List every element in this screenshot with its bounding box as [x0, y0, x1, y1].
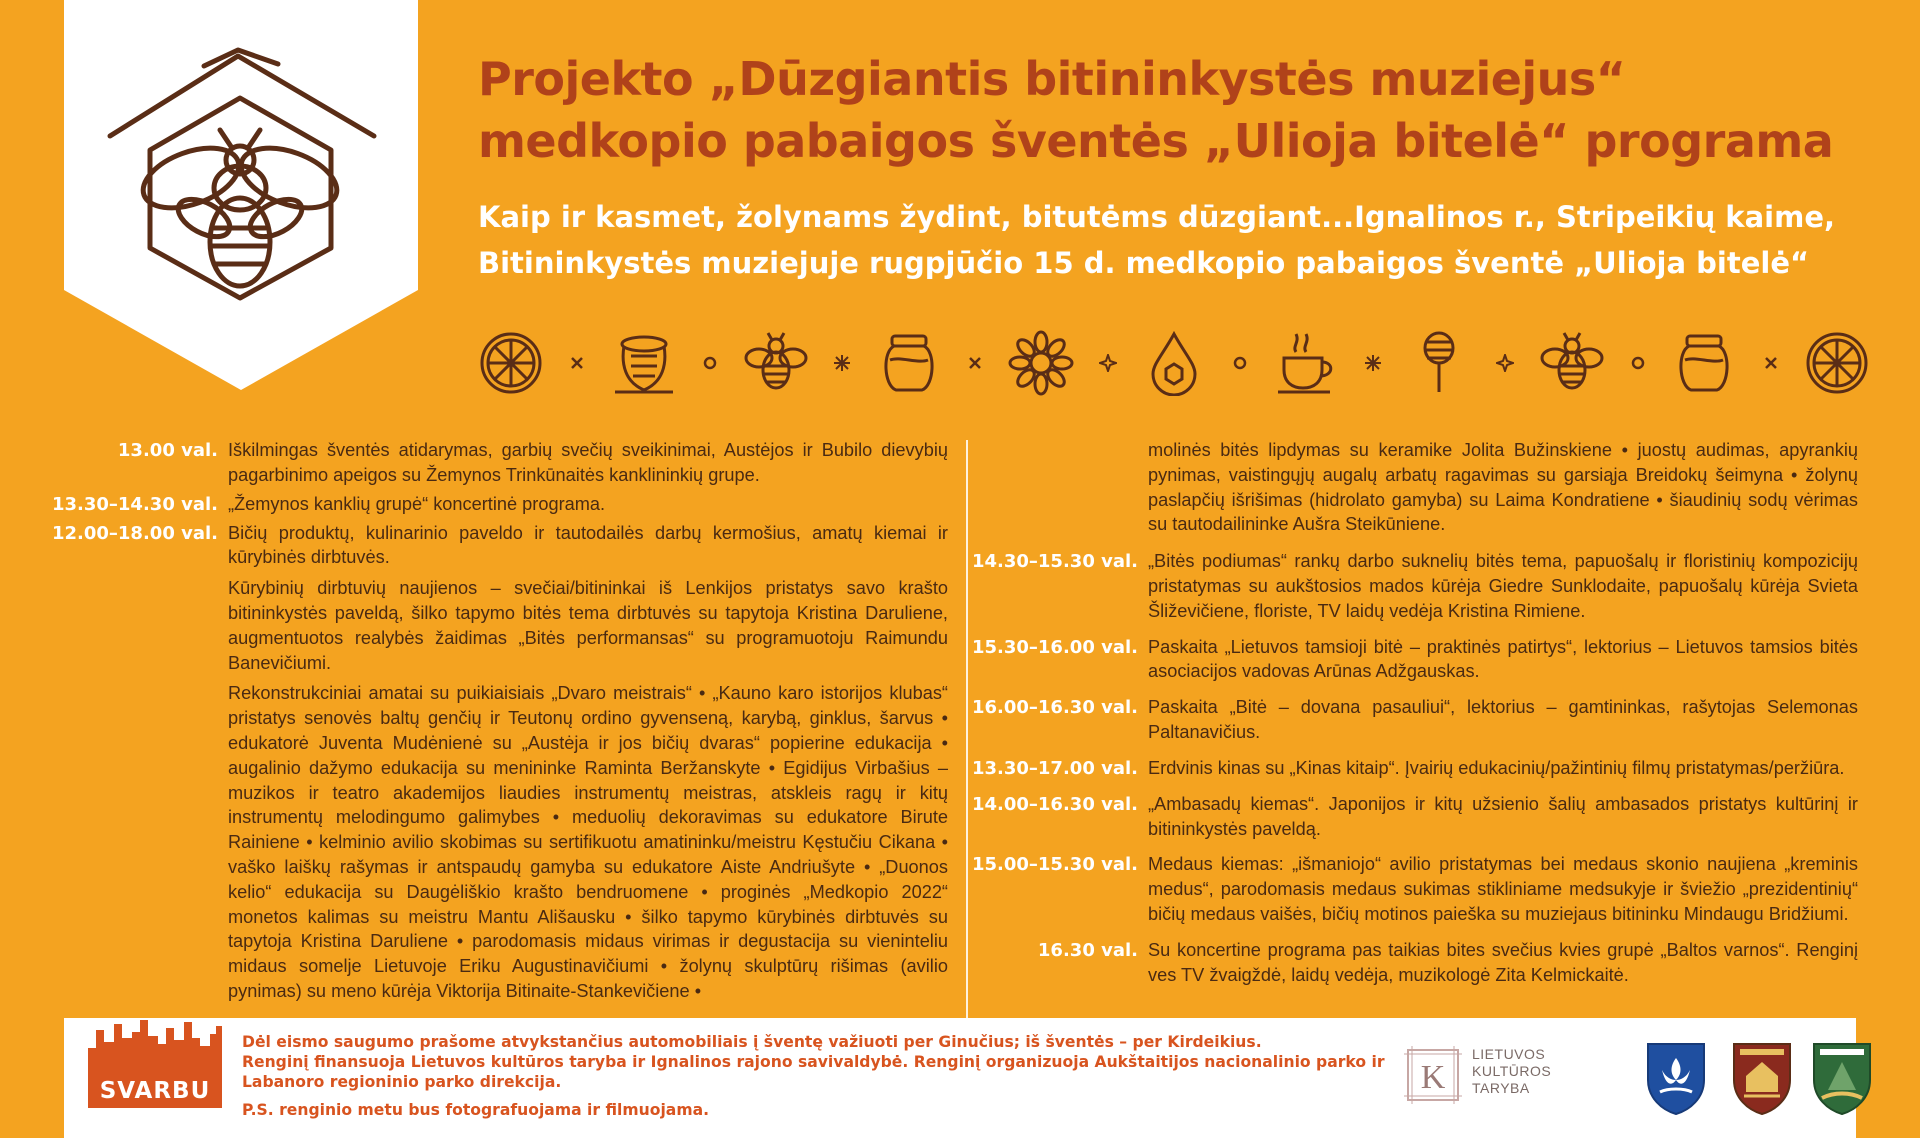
header-titles: [478, 48, 1878, 286]
schedule-paragraph: Erdvinis kinas su „Kinas kitaip“. Įvairių edukacinių/pažintinių filmų pristatymas/peržiūra.: [1148, 757, 1845, 778]
circle-separator-icon: [1629, 354, 1647, 372]
bee-icon: [743, 330, 809, 396]
schedule-entry: [40, 521, 948, 1004]
funding-note: Renginį finansuoja Lietuvos kultūros taryba ir Ignalinos rajono savivaldybė. Renginį organizuoja Aukštaitijos nacionalinio parko ir Labanoro regioninio parko direkcija.: [242, 1053, 1385, 1091]
schedule-paragraph: Bičių produktų, kulinarinio paveldo ir tautodailės darbų kermošius, amatų kiemai ir kūrybinės dirbtuvės.: [228, 522, 948, 568]
subtitle-line-2: Bitininkystės muziejuje rugpjūčio 15 d. medkopio pabaigos šventė „Ulioja bitelė“: [478, 246, 1810, 280]
schedule-description: [1148, 438, 1858, 537]
lkt-line-2: KULTŪROS: [1472, 1063, 1552, 1079]
title-line-2: medkopio pabaigos šventės „Ulioja bitelė“ programa: [478, 114, 1834, 168]
schedule-description: [228, 492, 948, 517]
sponsor-logos: [1404, 1040, 1844, 1116]
orange-slice-icon: [478, 330, 544, 396]
schedule-entry: [970, 792, 1858, 842]
honey-drop-icon: [1141, 330, 1207, 396]
cross-separator-icon: [1762, 354, 1780, 372]
tea-cup-icon: [1274, 330, 1340, 396]
ps-note: P.S. renginio metu bus fotografuojama ir filmuojama.: [242, 1101, 710, 1119]
schedule-description: [1148, 852, 1858, 926]
schedule-time: 13.00 val.: [117, 440, 218, 461]
svarbu-label: SVARBU: [99, 1078, 211, 1104]
schedule-description: [228, 438, 948, 488]
title-line-1: Projekto „Dūzgiantis bitininkystės muziejus“: [478, 52, 1626, 106]
cross-separator-icon: [966, 354, 984, 372]
schedule-paragraph: molinės bitės lipdymas su keramike Jolita Bužinskiene • juostų audimas, apyrankių pynimas, vaistingųjų augalų arbatų ragavimas su garsiąja Breidokų šeimyna • žolynų paslapčių išrišimas (hidrolato gamyba) su Laima Kondratiene • šiaudinių sodų vėrimas su tautodailininke Aušra Steikūniene.: [1148, 440, 1858, 535]
schedule-left-column: [40, 438, 948, 1008]
schedule-time: 15.00–15.30 val.: [971, 854, 1138, 876]
lkt-line-3: TARYBA: [1472, 1080, 1530, 1096]
schedule-paragraph: Iškilmingas šventės atidarymas, garbių svečių sveikinimai, Austėjos ir Bubilo dievybių pagarbinimo apeigos su Žemynos Trinkūnaitės kanklininkių grupe.: [228, 440, 948, 485]
schedule-description: [1148, 756, 1858, 781]
schedule-right-column: [970, 438, 1858, 998]
traffic-note: Dėl eismo saugumo prašome atvykstančius automobiliais į šventę važiuoti per Ginučius; iš šventės – per Kirdeikius.: [242, 1033, 1262, 1051]
subtitle-line-1: Kaip ir kasmet, žolynams žydint, bitutėms dūzgiant...Ignalinos r., Stripeikių kaime,: [478, 200, 1836, 234]
schedule-time: [970, 438, 1148, 537]
schedule-entry: [970, 549, 1858, 623]
schedule-paragraph: Paskaita „Lietuvos tamsioji bitė – praktinės patirtys“, lektorius – Lietuvos tamsios bitės asociacijos vadovas Arūnas Adžgauskas.: [1148, 636, 1858, 682]
schedule-paragraph: Rekonstrukciniai amatai su puikiaisiais „Dvaro meistrais“ • „Kauno karo istorijos klubas“ pristatys senovės baltų genčių ir Teutonų ordino gyvenseną, karybą, ginklus, šarvus • edukatorė Juventa Mudėnienė su „Austėja ir jos bičių dvaras“ popierine edukacija • augalinio dažymo edukacija su menininke Raminta Beržanskyte • Egidijus Virbašius – muzikos ir teatro akademijos liaudies instrumentų meistras, atskleis ragų ir kitų instrumentų melodingumo galimybes • meduolių dekoravimas su edukatore Birute Rainiene • kelminio avilio skobimas su sertifikuotu amatininku/meistru Kęstučiu Cikana • vaško laiškų rašymas ir antspaudų gamyba su edukatore Aiste Andriušyte • „Duonos kelio“ edukacija su Daugėliškio krašto bendruomene • proginės „Medkopio 2022“ monetos kalimas su meistru Mantu Ališausku • šilko tapymo kūrybinės dirbtuvės su tapytoja Kristina Daruliene • parodomasis midaus virimas ir degustacija su vieninteliu midaus somelje Lietuvoje Eriku Augustinavičiumi • žolynų skulptūrų rišimas (avilio pynimas) su meno kūrėja Viktorija Bitinaite-Stankevičiene •: [228, 683, 948, 1001]
schedule-time: 12.00–18.00 val.: [51, 522, 218, 544]
beekeeper-hat-icon: [611, 330, 677, 396]
lkt-line-1: LIETUVOS: [1472, 1046, 1546, 1062]
schedule-paragraph: „Žemynos kanklių grupė“ koncertinė programa.: [228, 493, 606, 514]
circle-separator-icon: [701, 354, 719, 372]
svarbu-badge: [88, 1018, 222, 1108]
schedule-description: [1148, 549, 1858, 623]
schedule-entry: [970, 695, 1858, 745]
schedule-entry: [970, 635, 1858, 685]
bee-house-logo-icon: [64, 0, 418, 390]
schedule-entry: [40, 438, 948, 488]
schedule-paragraph: Paskaita „Bitė – dovana pasauliui“, lektorius – gamtininkas, rašytojas Selemonas Paltanavičius.: [1148, 697, 1858, 742]
flower-icon: [1008, 330, 1074, 396]
schedule-time: 16.00–16.30 val.: [971, 697, 1138, 719]
lkt-logo: [1404, 1044, 1564, 1110]
schedule-description: [1148, 938, 1858, 988]
museum-logo-panel: [64, 0, 418, 390]
schedule-entry: [40, 492, 948, 517]
footer-notes: [242, 1032, 1402, 1120]
star-separator-icon: [1496, 354, 1514, 372]
schedule-paragraph: Medaus kiemas: „išmaniojo“ avilio pristatymas bei medaus skonio naujiena „kreminis medus“, parodomasis medaus sukimas stikliniame medsukyje ir šviežio „prezidentinių“ bičių medaus vaišės, bičių motinos paieška su muziejaus bitininku Mindaugu Bridžiumi.: [1148, 854, 1858, 924]
schedule-paragraph: Su koncertine programa pas taikias bites svečius kvies grupė „Baltos varnos“. Renginį ves TV žvaigždė, laidų vedėja, muzikologė Zita Kelmickaitė.: [1148, 939, 1858, 985]
aukstaitijos-park-crest-icon: [1730, 1040, 1794, 1116]
schedule-description: [1148, 792, 1858, 842]
schedule-time: 14.30–15.30 val.: [971, 551, 1138, 573]
honey-dipper-icon: [1406, 330, 1472, 396]
orange-slice-icon: [1804, 330, 1870, 396]
cross-separator-icon: [568, 354, 586, 372]
honey-jar-icon: [876, 330, 942, 396]
schedule-entry: [970, 756, 1858, 781]
schedule-time: 14.00–16.30 val.: [971, 793, 1138, 815]
schedule-paragraph: „Bitės podiumas“ rankų darbo suknelių bitės tema, papuošalų ir floristinių kompozicijų pristatymas su aukštosios mados kūrėja Giedre Sunklodaite, papuošalų kūrėja Svieta Šliževičiene, floriste, TV laidų vedėja Kristina Rimiene.: [1148, 551, 1858, 621]
schedule-time: 16.30 val.: [1037, 939, 1138, 961]
honey-jar-icon: [1671, 330, 1737, 396]
column-divider: [966, 440, 968, 1020]
circle-separator-icon: [1231, 354, 1249, 372]
schedule-time: 13.30–17.00 val.: [971, 757, 1138, 779]
schedule-entry: [970, 938, 1858, 988]
schedule-time: 15.30–16.00 val.: [971, 636, 1138, 658]
ignalina-coat-of-arms-icon: [1644, 1040, 1708, 1116]
schedule-entry: [970, 438, 1858, 537]
star-separator-icon: [1099, 354, 1117, 372]
schedule-description: [228, 521, 948, 1004]
schedule-paragraph: Kūrybinių dirbtuvių naujienos – svečiai/bitininkai iš Lenkijos pristatys savo krašto bitininkystės paveldą, šilko tapymo bitės tema dirbtuvės su tapytoja Kristina Daruliene, augmentuotos realybės žaidimas „Bitės performansas“ su programuotoju Raimundu Banevičiumi.: [228, 578, 948, 673]
schedule-entry: [970, 852, 1858, 926]
schedule-time: 13.30–14.30 val.: [51, 493, 218, 515]
footer: [64, 1018, 1856, 1138]
labanoro-park-crest-icon: [1810, 1040, 1874, 1116]
schedule-description: [1148, 635, 1858, 685]
lkt-letter: K: [1420, 1059, 1446, 1096]
decorative-icons-row: [478, 330, 1870, 396]
schedule-paragraph: „Ambasadų kiemas“. Japonijos ir kitų užsienio šalių ambasados pristatys kultūrinį ir bitininkystės paveldą.: [1148, 793, 1858, 839]
sparkle-separator-icon: [1364, 354, 1382, 372]
schedule-description: [1148, 695, 1858, 745]
lkt-k-icon: [1404, 1046, 1462, 1104]
sparkle-separator-icon: [833, 354, 851, 372]
bee-icon: [1539, 330, 1605, 396]
